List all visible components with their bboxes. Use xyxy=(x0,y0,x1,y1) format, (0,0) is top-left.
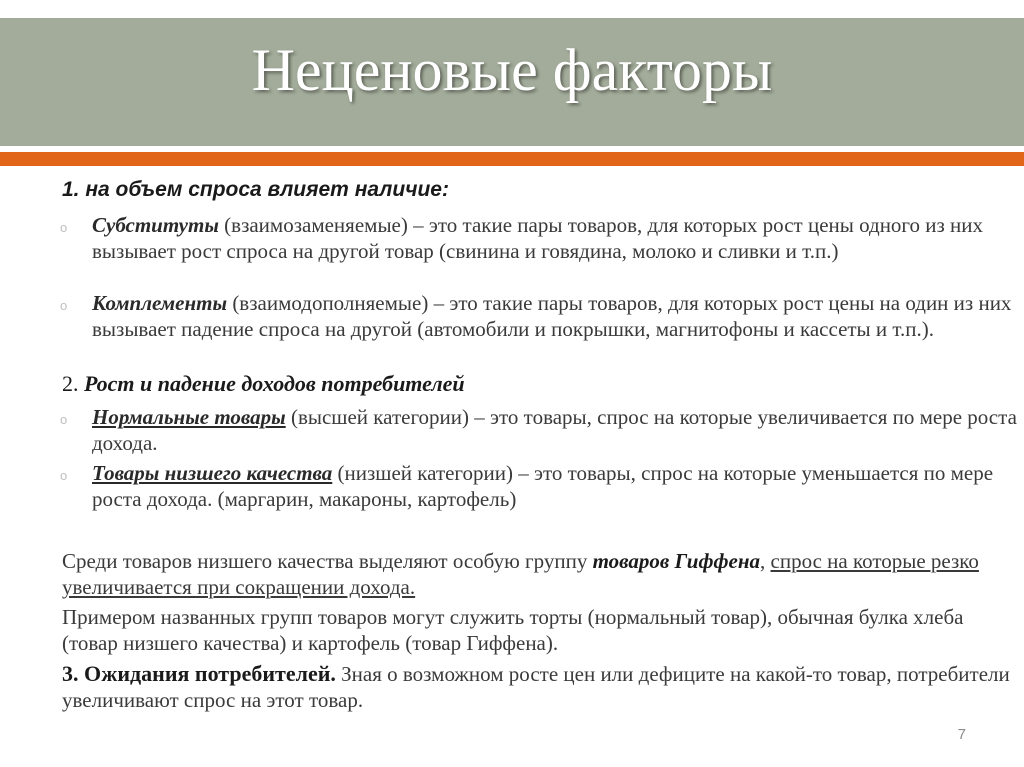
slide-title: Неценовые факторы xyxy=(251,36,773,103)
list-item-inferior-goods xyxy=(92,460,1022,512)
section3-paragraph xyxy=(62,661,1022,713)
example-paragraph: Примером названных групп товаров могут служить торты (нормальный товар), обычная булка хлеба (товар низшего качества) и картофель (товар Гиффена). xyxy=(62,605,964,655)
section2-number: 2. xyxy=(62,371,79,396)
term-giffen-goods: товаров Гиффена xyxy=(592,549,761,573)
bullet-circle-icon: o xyxy=(60,412,68,427)
giffen-definition: спрос на которые резко увеличивается при сокращении дохода. xyxy=(62,549,979,599)
substitutes-text: (взаимозаменяемые) – это такие пары товаров, для которых рост цены одного из них вызывает рост спроса на другой товар (свинина и говядина, молоко и сливки и т.п.) xyxy=(92,213,984,263)
section2-title: Рост и падение доходов потребителей xyxy=(78,371,465,396)
section1-heading: 1. на объем спроса влияет наличие: xyxy=(62,178,449,201)
inferior-goods-text: (низшей категории) – это товары, спрос на которые уменьшается по мере роста дохода. (маргарин, макароны, картофель) xyxy=(92,461,994,511)
slide-content xyxy=(0,174,1024,734)
section3-heading: 3. Ожидания потребителей. xyxy=(62,661,336,686)
term-complements: Комплементы xyxy=(92,291,228,315)
section2-heading xyxy=(62,371,465,397)
giffen-intro: Среди товаров низшего качества выделяют особую группу xyxy=(62,549,593,573)
term-normal-goods: Нормальные товары xyxy=(92,405,286,429)
bullet-circle-icon: o xyxy=(60,220,68,235)
giffen-comma: , xyxy=(760,549,771,573)
giffen-paragraph xyxy=(62,548,1022,600)
term-inferior-goods: Товары низшего качества xyxy=(92,461,333,485)
complements-text: (взаимодополняемые) – это такие пары товаров, для которых рост цены на один из них вызывает падение спроса на другой (автомобили и покрышки, магнитофоны и кассеты и т.п.). xyxy=(92,291,1012,341)
bullet-circle-icon: o xyxy=(60,468,68,483)
page-number: 7 xyxy=(957,726,966,743)
normal-goods-text: (высшей категории) – это товары, спрос на которые увеличивается по мере роста дохода. xyxy=(92,405,1017,455)
term-substitutes: Субституты xyxy=(92,213,219,237)
title-bar xyxy=(0,18,1024,146)
section3-text: Зная о возможном росте цен или дефиците на какой-то товар, потребители увеличивают спрос на этот товар. xyxy=(62,662,1010,712)
list-item-normal-goods xyxy=(92,404,1022,456)
list-item-substitutes xyxy=(92,212,1022,264)
accent-stripe xyxy=(0,152,1024,166)
list-item-complements xyxy=(92,290,1022,342)
bullet-circle-icon: o xyxy=(60,298,68,313)
